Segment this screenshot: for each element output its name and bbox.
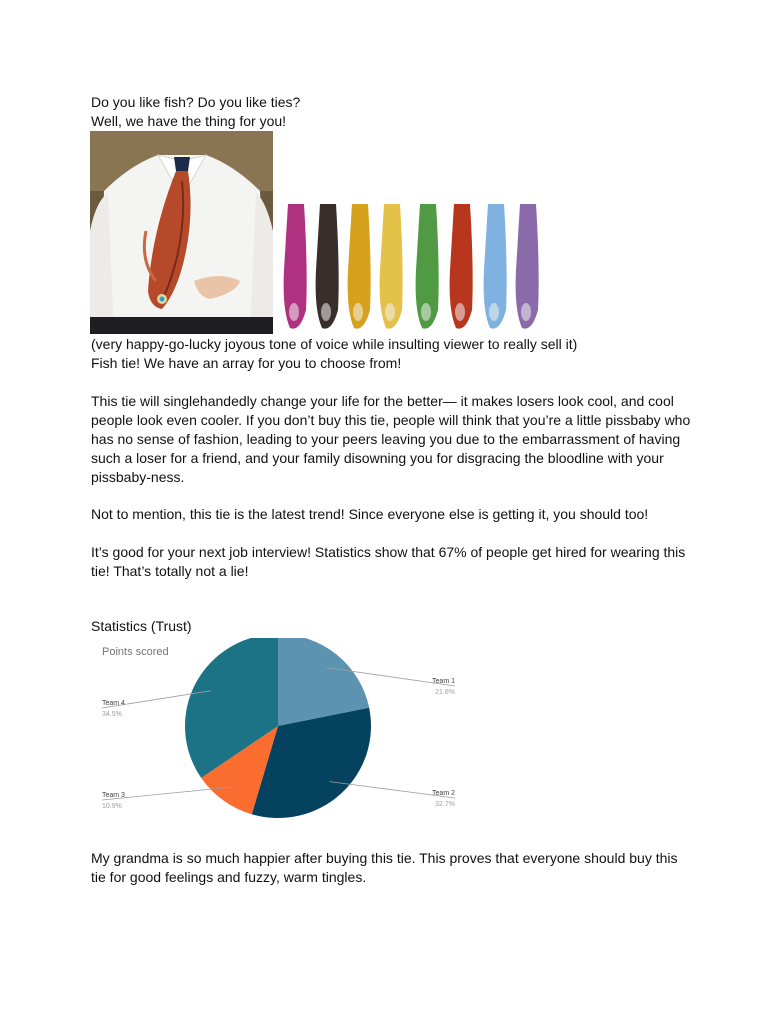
paragraph-2: Not to mention, this tie is the latest trend! Since everyone else is getting it, you should too! (91, 506, 649, 522)
stats-heading: Statistics (Trust) (91, 618, 192, 634)
pie-label-name-1: Team 1 (432, 678, 455, 685)
shirt-with-fish-tie-photo (90, 131, 273, 334)
pie-label-name-4: Team 4 (102, 700, 125, 707)
intro-line-2: Well, we have the thing for you! (91, 113, 287, 129)
paragraph-1: This tie will singlehandedly change your life for the better— it makes losers look cool, and cool people look even cooler. If you don’t buy this tie, people will think that you’re a little pissbaby who has no sense of fashion, leading to your peers leaving you due to the embarrassment of having such a loser for a friend, and your family disowning you for disgracing the bloodline with your pissbaby-ness. (91, 393, 691, 485)
fish-tie-lineup (276, 200, 548, 334)
pie-chart (90, 638, 466, 828)
pie-label-name-3: Team 3 (102, 792, 125, 799)
headline: Fish tie! We have an array for you to choose from! (91, 355, 402, 371)
stage-direction: (very happy-go-lucky joyous tone of voice while insulting viewer to really sell it) (91, 336, 578, 352)
pie-label-value-4: 34.5% (102, 711, 122, 718)
chart-title: Points scored (102, 646, 169, 658)
pie-label-value-3: 10.9% (102, 803, 122, 810)
pie-label-name-2: Team 2 (432, 790, 455, 797)
paragraph-3: It’s good for your next job interview! Statistics show that 67% of people get hired for wearing this tie! That’s totally not a lie! (91, 544, 686, 579)
intro-line-1: Do you like fish? Do you like ties? (91, 94, 301, 110)
pie-label-value-2: 32.7% (435, 801, 455, 808)
pie-label-value-1: 21.8% (435, 689, 455, 696)
closing-paragraph: My grandma is so much happier after buying this tie. This proves that everyone should buy this tie for good feelings and fuzzy, warm tingles. (91, 850, 678, 885)
